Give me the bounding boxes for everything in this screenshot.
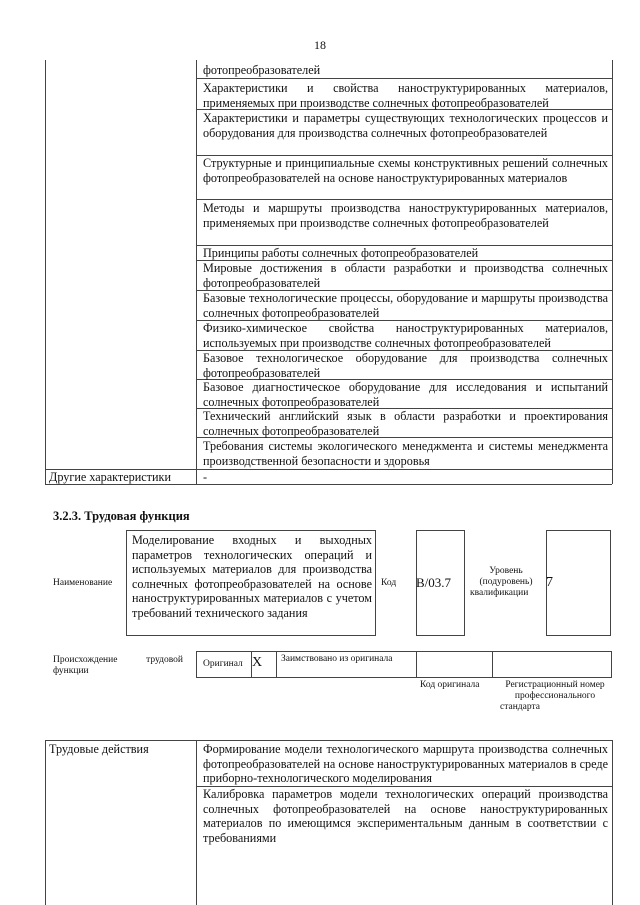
labor-action-item: Калибровка параметров модели технологических операций производства солнечных фотопреобразователей на основе наноструктурированных материалов по имеющимся экспериментальным данным в соответствии с требованиями [203, 787, 608, 845]
borrowed-label: Заимствовано из оригинала [281, 654, 393, 664]
knowledge-item: Принципы работы солнечных фотопреобразователей [203, 246, 479, 260]
labor-actions-label: Трудовые действия [49, 742, 149, 756]
table-border-mid [196, 60, 197, 484]
level-label: Уровень (подуровень) квалификации [470, 566, 533, 598]
knowledge-item: Характеристики и параметры существующих технологических процессов и оборудования для производства солнечных фотопреобразователей [203, 111, 608, 140]
other-characteristics-label: Другие характеристики [49, 470, 171, 484]
level-value: 7 [546, 575, 553, 590]
table-border-right [612, 60, 613, 484]
section-heading: 3.2.3. Трудовая функция [53, 509, 190, 523]
name-value: Моделирование входных и выходных параметров технологических операций и используемых материалов для производства солнечных фотопреобразователей на основе наноструктурированных материалов с учетом требований технического задания [132, 533, 372, 620]
knowledge-item: Структурные и принципиальные схемы конструктивных решений солнечных фотопреобразователей на основе наноструктурированных материалов [203, 156, 608, 185]
table-border-top [45, 740, 612, 741]
knowledge-item: Базовое технологическое оборудование для производства солнечных фотопреобразователей [203, 351, 608, 380]
origin-divider [416, 651, 417, 678]
code-label: Код [381, 578, 397, 588]
knowledge-item: Мировые достижения в области разработки и производства солнечных фотопреобразователей [203, 261, 608, 290]
name-label: Наименование [53, 578, 113, 588]
knowledge-item: фотопреобразователей [203, 63, 321, 77]
table-border-mid [196, 740, 197, 905]
page-number: 18 [314, 38, 326, 52]
table-border-left [45, 60, 46, 484]
labor-action-item: Формирование модели технологического маршрута производства солнечных фотопреобразователей на основе наноструктурированных материалов в среде приборно-технологического моделирования [203, 742, 608, 786]
knowledge-item: Базовые технологические процессы, оборудование и маршруты производства солнечных фотопреобразователей [203, 291, 608, 320]
code-value: B/03.7 [416, 575, 452, 590]
original-mark: X [252, 655, 263, 670]
knowledge-item: Физико-химическое свойства наноструктурированных материалов, используемых при производстве солнечных фотопреобразователей [203, 321, 608, 350]
row-separator [196, 78, 612, 79]
origin-divider [492, 651, 493, 678]
knowledge-item: Характеристики и свойства наноструктурированных материалов, применяемых при производстве солнечных фотопреобразователей [203, 81, 608, 110]
table-border-right [612, 740, 613, 905]
table-border-left [45, 740, 46, 905]
code-original-label: Код оригинала [420, 680, 480, 690]
knowledge-item: Технический английский язык в области разработки и проектирования солнечных фотопреобразователей [203, 409, 608, 438]
origin-divider [276, 651, 277, 678]
reg-number-label: Регистрационный номер профессионального стандарта [500, 680, 605, 712]
knowledge-item: Требования системы экологического менеджмента и системы менеджмента производственной безопасности и здоровья [203, 439, 608, 468]
knowledge-item: Базовое диагностическое оборудование для исследования и испытаний солнечных фотопреобразователей [203, 380, 608, 409]
knowledge-item: Методы и маршруты производства наноструктурированных материалов, применяемых при производстве солнечных фотопреобразователей [203, 201, 608, 230]
original-label: Оригинал [203, 659, 243, 669]
origin-label: Происхождение трудовой функции [53, 655, 183, 676]
row-separator [196, 199, 612, 200]
other-characteristics-value: - [203, 470, 208, 484]
